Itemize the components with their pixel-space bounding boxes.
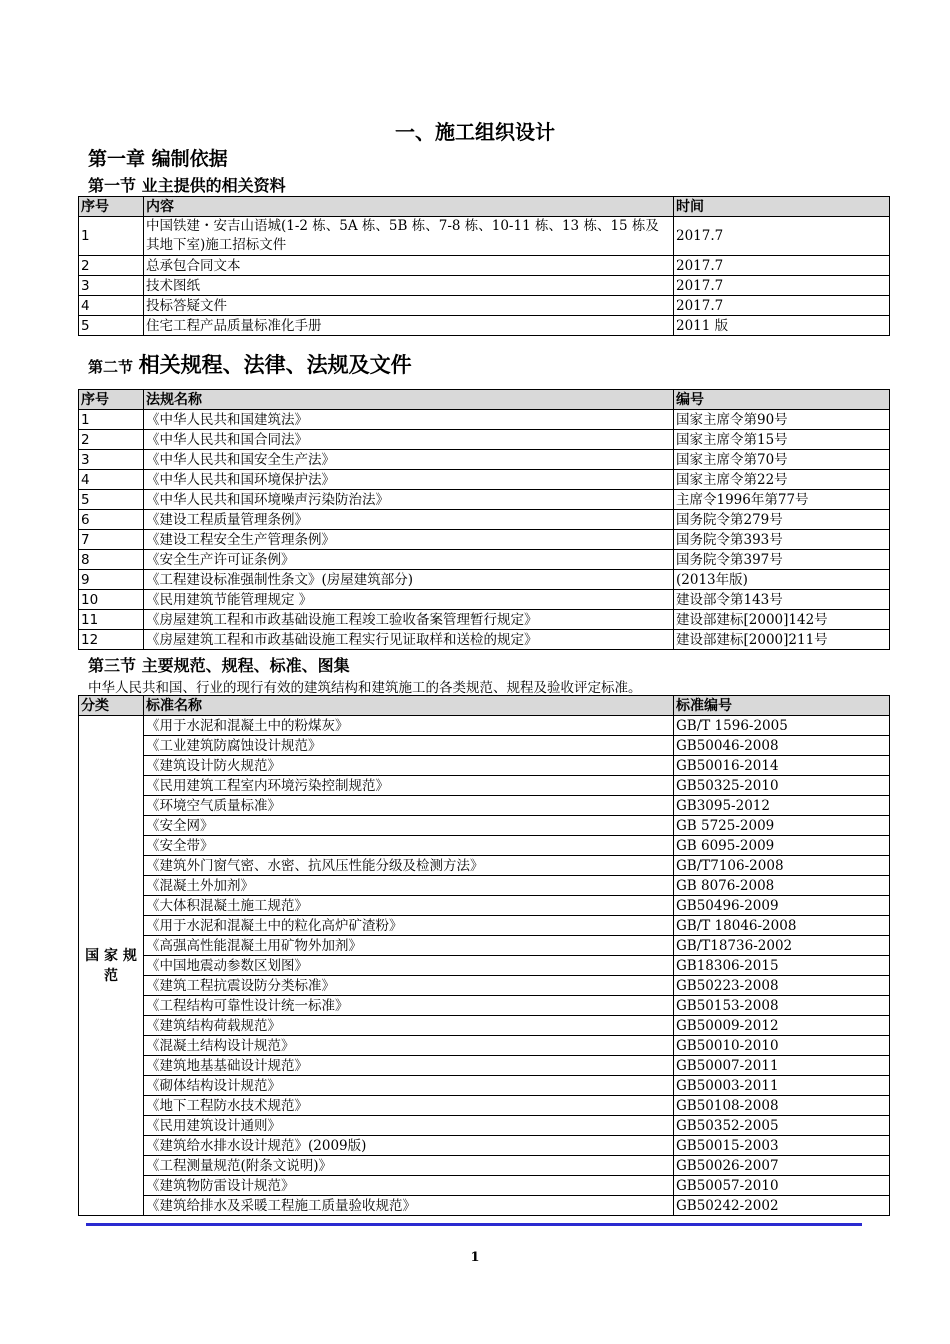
table-row [79, 1076, 890, 1096]
table-cell: 《建筑给水排水设计规范》(2009版) [144, 1136, 674, 1156]
section3-intro: 中华人民共和国、行业的现行有效的建筑结构和建筑施工的各类规范、规程及验收评定标准。 [88, 680, 642, 696]
table-cell: 《中华人民共和国环境噪声污染防治法》 [144, 490, 674, 510]
table-cell: GB50009-2012 [674, 1016, 890, 1036]
table-cell: 《工业建筑防腐蚀设计规范》 [144, 736, 674, 756]
table-cell: 《建筑物防雷设计规范》 [144, 1176, 674, 1196]
table-row [79, 610, 890, 630]
table-row [79, 217, 890, 256]
table-cell: 7 [79, 530, 144, 550]
table-cell: 建设部建标[2000]211号 [674, 630, 890, 650]
table-cell: 《安全网》 [144, 816, 674, 836]
table-cell: (2013年版) [674, 570, 890, 590]
regulations-table [78, 389, 890, 650]
table-row [79, 956, 890, 976]
table-cell: 5 [79, 490, 144, 510]
standards-table [78, 695, 890, 1216]
table-cell: GB/T7106-2008 [674, 856, 890, 876]
table-cell: 《混凝土外加剂》 [144, 876, 674, 896]
table-cell: 国家主席令第90号 [674, 410, 890, 430]
table-cell: 《用于水泥和混凝土中的粉煤灰》 [144, 716, 674, 736]
table-row [79, 976, 890, 996]
table-cell: 12 [79, 630, 144, 650]
table-cell: GB/T 18046-2008 [674, 916, 890, 936]
table-row [79, 1156, 890, 1176]
table-row [79, 916, 890, 936]
table-cell: GB 6095-2009 [674, 836, 890, 856]
table-row [79, 450, 890, 470]
table-cell: 国家主席令第15号 [674, 430, 890, 450]
table-cell: 《建筑结构荷载规范》 [144, 1016, 674, 1036]
table-cell: 2017.7 [674, 296, 890, 316]
table-row [79, 716, 890, 736]
table-cell: GB50352-2005 [674, 1116, 890, 1136]
table-row [79, 756, 890, 776]
table-row [79, 1116, 890, 1136]
table-cell: GB50325-2010 [674, 776, 890, 796]
table-cell: 住宅工程产品质量标准化手册 [144, 316, 674, 336]
table-cell: 1 [79, 410, 144, 430]
table-cell: 《建筑外门窗气密、水密、抗风压性能分级及检测方法》 [144, 856, 674, 876]
table-cell: 1 [79, 217, 144, 256]
table-cell: 国家主席令第70号 [674, 450, 890, 470]
table-cell: 2011 版 [674, 316, 890, 336]
section2-heading [88, 349, 412, 379]
table-cell: 《房屋建筑工程和市政基础设施工程实行见证取样和送检的规定》 [144, 630, 674, 650]
table-cell: 5 [79, 316, 144, 336]
table-cell: GB50057-2010 [674, 1176, 890, 1196]
table-cell: 2 [79, 256, 144, 276]
table-cell: GB50223-2008 [674, 976, 890, 996]
table-row [79, 256, 890, 276]
table-cell: 《建设工程质量管理条例》 [144, 510, 674, 530]
table-row [79, 896, 890, 916]
table-cell: GB/T 1596-2005 [674, 716, 890, 736]
table-row [79, 276, 890, 296]
table-cell: 国家主席令第22号 [674, 470, 890, 490]
table-cell: 投标答疑文件 [144, 296, 674, 316]
table-cell: 4 [79, 296, 144, 316]
page-title: 一、施工组织设计 [395, 120, 555, 144]
table-cell: GB50496-2009 [674, 896, 890, 916]
table-cell: 国务院令第279号 [674, 510, 890, 530]
table-cell: 《混凝土结构设计规范》 [144, 1036, 674, 1056]
table-cell: 9 [79, 570, 144, 590]
table-cell: 《建筑给排水及采暖工程施工质量验收规范》 [144, 1196, 674, 1216]
table-cell: 国务院令第393号 [674, 530, 890, 550]
table-cell: 《中国地震动参数区划图》 [144, 956, 674, 976]
table-row [79, 876, 890, 896]
client-documents-table [78, 196, 890, 336]
table-row [79, 1036, 890, 1056]
column-header: 法规名称 [144, 390, 674, 410]
table-row [79, 530, 890, 550]
table-row [79, 430, 890, 450]
column-header: 分类 [79, 696, 144, 716]
table-cell: 《砌体结构设计规范》 [144, 1076, 674, 1096]
table-cell: 《安全生产许可证条例》 [144, 550, 674, 570]
table-cell: 10 [79, 590, 144, 610]
table-row [79, 796, 890, 816]
column-header: 时间 [674, 197, 890, 217]
table-cell: 《地下工程防水技术规范》 [144, 1096, 674, 1116]
table-cell: GB50046-2008 [674, 736, 890, 756]
table-row [79, 550, 890, 570]
table-cell: 《建筑地基基础设计规范》 [144, 1056, 674, 1076]
table-cell: 2 [79, 430, 144, 450]
table-row [79, 1016, 890, 1036]
column-header: 序号 [79, 197, 144, 217]
table-cell: 3 [79, 450, 144, 470]
column-header: 内容 [144, 197, 674, 217]
table-row [79, 590, 890, 610]
table-cell: 总承包合同文本 [144, 256, 674, 276]
table-row [79, 836, 890, 856]
section2-title: 相关规程、法律、法规及文件 [138, 353, 412, 377]
table-cell: GB50015-2003 [674, 1136, 890, 1156]
table-row [79, 510, 890, 530]
column-header: 标准名称 [144, 696, 674, 716]
table-cell: 《民用建筑工程室内环境污染控制规范》 [144, 776, 674, 796]
table-cell: 《大体积混凝土施工规范》 [144, 896, 674, 916]
table-row [79, 316, 890, 336]
table-cell: 《中华人民共和国合同法》 [144, 430, 674, 450]
table-row [79, 410, 890, 430]
table-row [79, 1096, 890, 1116]
table-cell: GB50242-2002 [674, 1196, 890, 1216]
table-row [79, 1196, 890, 1216]
table-cell: 《环境空气质量标准》 [144, 796, 674, 816]
table-cell: GB 5725-2009 [674, 816, 890, 836]
table-cell: GB50153-2008 [674, 996, 890, 1016]
table-cell: 《安全带》 [144, 836, 674, 856]
table-cell: 《中华人民共和国安全生产法》 [144, 450, 674, 470]
table-row [79, 856, 890, 876]
table-cell: 《工程建设标准强制性条文》(房屋建筑部分) [144, 570, 674, 590]
column-header: 标准编号 [674, 696, 890, 716]
table-row [79, 1176, 890, 1196]
table-row [79, 470, 890, 490]
table-cell: 国务院令第397号 [674, 550, 890, 570]
table-cell: GB50026-2007 [674, 1156, 890, 1176]
table-row [79, 736, 890, 756]
table-cell: GB 8076-2008 [674, 876, 890, 896]
table-row [79, 630, 890, 650]
table-row [79, 816, 890, 836]
footer-rule [86, 1223, 862, 1226]
table-cell: GB/T18736-2002 [674, 936, 890, 956]
section3-heading: 第三节 主要规范、规程、标准、图集 [88, 656, 350, 675]
table-cell: 6 [79, 510, 144, 530]
table-cell: GB50108-2008 [674, 1096, 890, 1116]
table-cell: 2017.7 [674, 256, 890, 276]
table-cell: 《工程测量规范(附条文说明)》 [144, 1156, 674, 1176]
table-cell: 主席令1996年第77号 [674, 490, 890, 510]
table-row [79, 490, 890, 510]
table-cell: GB50003-2011 [674, 1076, 890, 1096]
table-cell: 3 [79, 276, 144, 296]
table-row [79, 1056, 890, 1076]
table-cell: 《建筑工程抗震设防分类标准》 [144, 976, 674, 996]
page-number: 1 [470, 1250, 480, 1265]
table-cell: 中国铁建・安吉山语城(1-2 栋、5A 栋、5B 栋、7-8 栋、10-11 栋、13 栋、15 栋及其地下室)施工招标文件 [144, 217, 674, 256]
table-row [79, 996, 890, 1016]
table-row [79, 570, 890, 590]
table-cell: 《房屋建筑工程和市政基础设施工程竣工验收备案管理暂行规定》 [144, 610, 674, 630]
table-cell: 《高强高性能混凝土用矿物外加剂》 [144, 936, 674, 956]
table-cell: GB50010-2010 [674, 1036, 890, 1056]
table-cell: 2017.7 [674, 217, 890, 256]
table-cell: 建设部令第143号 [674, 590, 890, 610]
table-cell: GB18306-2015 [674, 956, 890, 976]
table-row [79, 296, 890, 316]
table-cell: 11 [79, 610, 144, 630]
table-cell: 《工程结构可靠性设计统一标准》 [144, 996, 674, 1016]
table-row [79, 936, 890, 956]
column-header: 序号 [79, 390, 144, 410]
section1-heading: 第一节 业主提供的相关资料 [88, 176, 286, 195]
table-cell: 《用于水泥和混凝土中的粒化高炉矿渣粉》 [144, 916, 674, 936]
section2-number: 第二节 [88, 358, 134, 376]
table-cell: 《中华人民共和国环境保护法》 [144, 470, 674, 490]
chapter-heading: 第一章 编制依据 [88, 148, 228, 170]
table-cell: 建设部建标[2000]142号 [674, 610, 890, 630]
table-cell: 《民用建筑节能管理规定 》 [144, 590, 674, 610]
table-cell: 《建筑设计防火规范》 [144, 756, 674, 776]
table-row [79, 776, 890, 796]
table-cell: 4 [79, 470, 144, 490]
table-cell: 《民用建筑设计通则》 [144, 1116, 674, 1136]
table-cell: GB50016-2014 [674, 756, 890, 776]
table-cell: 《中华人民共和国建筑法》 [144, 410, 674, 430]
table-cell: 8 [79, 550, 144, 570]
table-row [79, 1136, 890, 1156]
category-cell: 国 家 规范 [79, 716, 144, 1216]
table-cell: GB50007-2011 [674, 1056, 890, 1076]
table-cell: 《建设工程安全生产管理条例》 [144, 530, 674, 550]
table-cell: 技术图纸 [144, 276, 674, 296]
column-header: 编号 [674, 390, 890, 410]
table-cell: GB3095-2012 [674, 796, 890, 816]
table-cell: 2017.7 [674, 276, 890, 296]
